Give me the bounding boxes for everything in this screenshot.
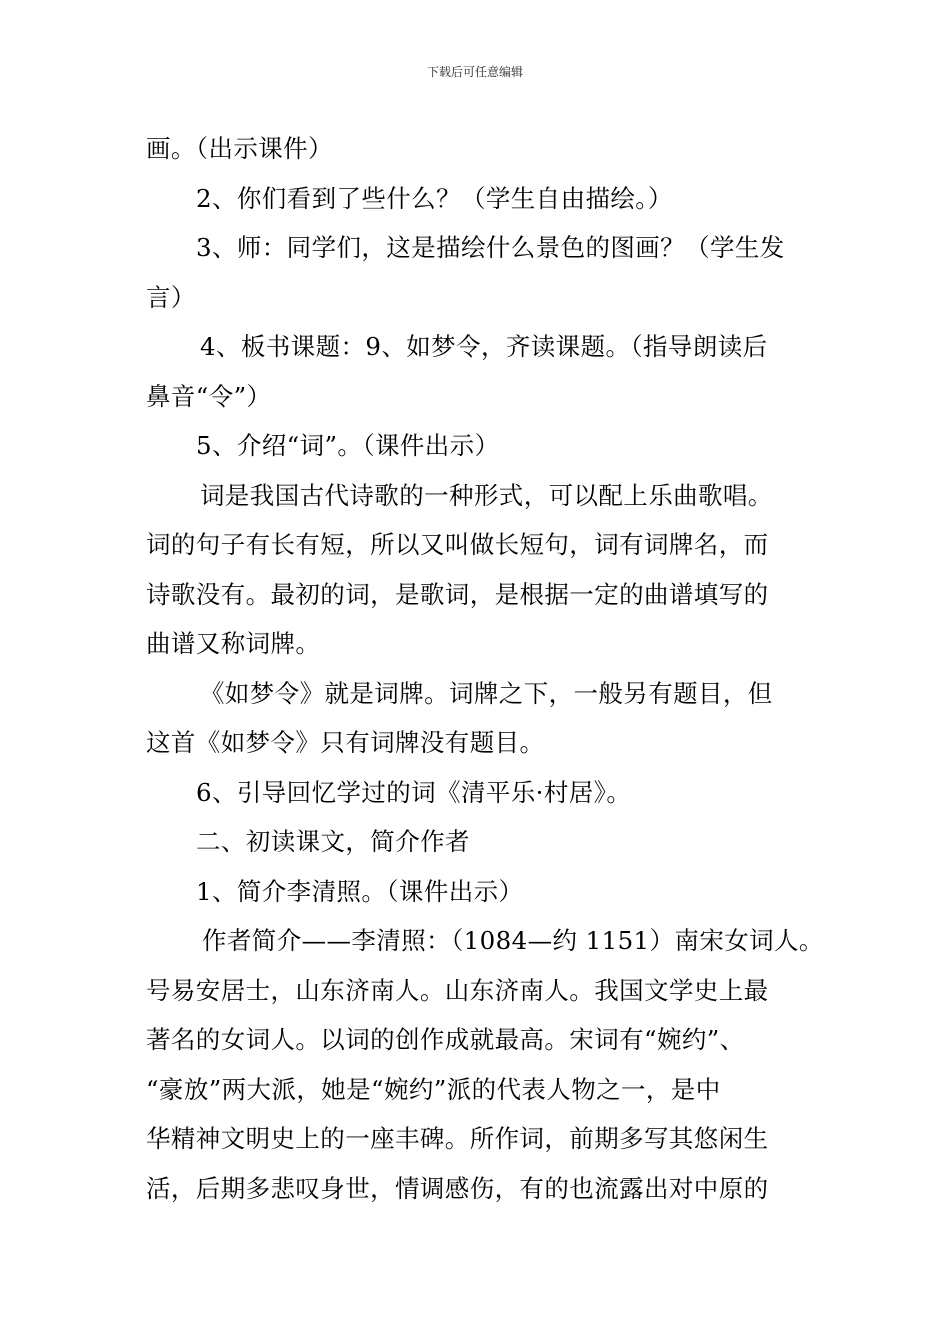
paragraph-10 bbox=[146, 867, 826, 917]
text-line: 4、板书课题：9、如梦令，齐读课题。（指导朗读后 bbox=[200, 332, 768, 361]
paragraph-3 bbox=[146, 223, 826, 322]
paragraph-5 bbox=[146, 421, 826, 471]
text-line: 诗歌没有。最初的词，是歌词，是根据一定的曲谱填写的 bbox=[146, 579, 769, 609]
text-line: 华精神文明史上的一座丰碑。所作词，前期多写其悠闲生 bbox=[146, 1124, 769, 1153]
text-line: 曲谱又称词牌。 bbox=[146, 629, 321, 658]
text-line: 《如梦令》就是词牌。词牌之下，一般另有题目，但 bbox=[200, 678, 773, 708]
text-line: 二、初读课文，简介作者 bbox=[196, 827, 470, 856]
text-line: 词的句子有长有短，所以又叫做长短句，词有词牌名，而 bbox=[146, 530, 769, 559]
text-line: 著名的女词人。以词的创作成就最高。宋词有“婉约”、 bbox=[146, 1025, 745, 1054]
text-line: 画。（出示课件） bbox=[146, 134, 333, 163]
text-line: 鼻音“令”） bbox=[146, 381, 272, 411]
text-line: 号易安居士，山东济南人。山东济南人。我国文学史上最 bbox=[146, 975, 769, 1005]
text-line: 3、师：同学们，这是描绘什么景色的图画？（学生发 bbox=[196, 233, 785, 262]
paragraph-7 bbox=[146, 669, 826, 768]
document-body bbox=[146, 124, 826, 1213]
text-line: 这首《如梦令》只有词牌没有题目。 bbox=[146, 728, 545, 757]
paragraph-4 bbox=[146, 322, 826, 421]
paragraph-11 bbox=[146, 916, 826, 1213]
text-line: 6、引导回忆学过的词《清平乐·村居》。 bbox=[196, 777, 632, 807]
text-line: 作者简介——李清照：（1084—约 1151）南宋女词人。 bbox=[202, 926, 824, 955]
text-line: 活，后期多悲叹身世，情调感伤，有的也流露出对中原的 bbox=[146, 1173, 769, 1203]
paragraph-1 bbox=[146, 124, 826, 174]
text-line: 词是我国古代诗歌的一种形式，可以配上乐曲歌唱。 bbox=[200, 480, 773, 510]
text-line: 言） bbox=[146, 282, 196, 312]
paragraph-2 bbox=[146, 174, 826, 224]
text-line: 5、介绍“词”。（课件出示） bbox=[196, 431, 500, 460]
text-line: 2、你们看到了些什么？（学生自由描绘。） bbox=[196, 183, 673, 213]
page-header: 下载后可任意编辑 bbox=[426, 65, 523, 79]
text-line: “豪放”两大派，她是“婉约”派的代表人物之一，是中 bbox=[146, 1074, 721, 1104]
paragraph-6 bbox=[146, 471, 826, 669]
paragraph-8 bbox=[146, 768, 826, 818]
section-heading bbox=[146, 817, 826, 867]
text-line: 1、简介李清照。（课件出示） bbox=[196, 876, 524, 906]
